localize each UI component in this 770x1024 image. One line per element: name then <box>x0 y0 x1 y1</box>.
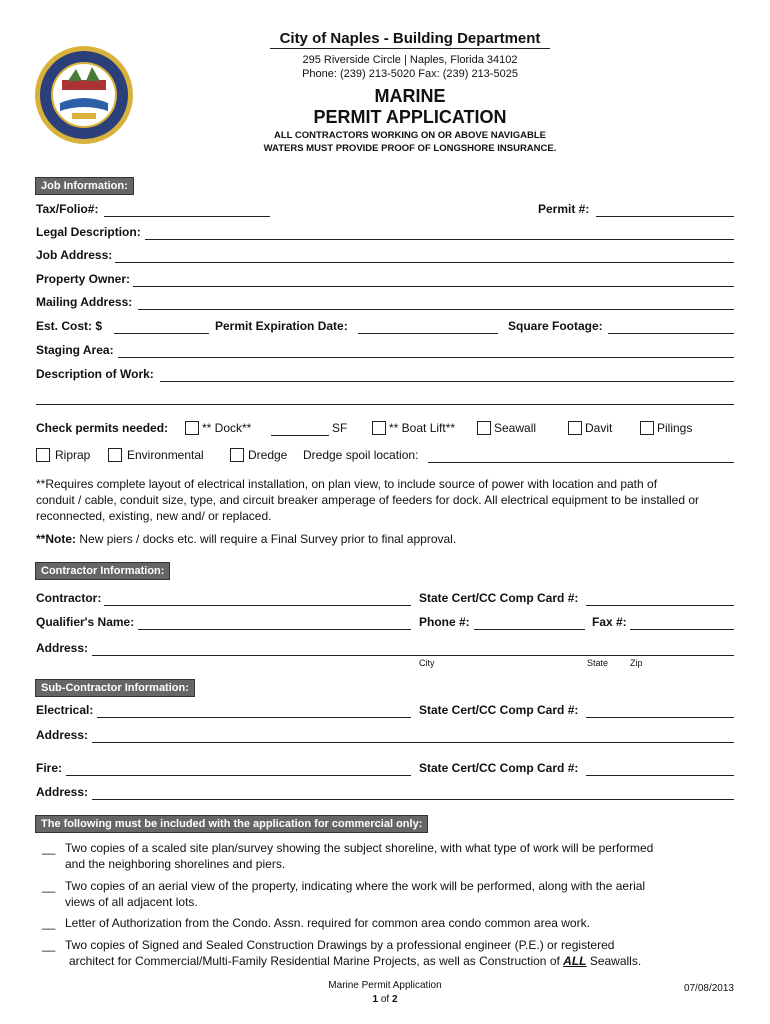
fax-field[interactable] <box>630 629 734 630</box>
riprap-checkbox[interactable] <box>36 448 50 462</box>
permit-number-field[interactable] <box>596 216 734 217</box>
davit-checkbox[interactable] <box>568 421 582 435</box>
electrical-address-field[interactable] <box>92 742 734 743</box>
commercial-item-3-blank[interactable]: __ <box>42 916 56 930</box>
description-of-work-label: Description of Work: <box>36 367 154 381</box>
dredge-checkbox[interactable] <box>230 448 244 462</box>
zip-caption: Zip <box>630 658 643 668</box>
commercial-item-4-blank[interactable]: __ <box>42 938 56 952</box>
footer-page-of: of <box>378 994 392 1005</box>
contractor-field[interactable] <box>104 605 411 606</box>
form-title-marine: MARINE <box>374 86 446 106</box>
state-caption: State <box>587 658 609 668</box>
seawall-checkbox[interactable] <box>477 421 491 435</box>
environmental-checkbox[interactable] <box>108 448 122 462</box>
tax-folio-field[interactable] <box>104 216 270 217</box>
fax-label: Fax #: <box>592 615 627 629</box>
qualifier-name-field[interactable] <box>138 629 411 630</box>
contractor-address-field[interactable] <box>92 655 734 656</box>
form-title-permit: PERMIT APPLICATION <box>313 107 507 127</box>
commercial-item-4-text: architect for Commercial/Multi-Family Residential Marine Projects, as well as Construction of <box>69 954 564 968</box>
davit-label: Davit <box>585 421 613 435</box>
tax-folio-label: Tax/Folio#: <box>36 202 99 216</box>
description-of-work-field[interactable] <box>160 381 734 382</box>
dock-checkbox[interactable] <box>185 421 199 435</box>
survey-note-label: **Note: <box>36 532 77 546</box>
commercial-item-4-line-1: Two copies of Signed and Sealed Construction Drawings by a professional engineer (P.E.) or registered <box>65 938 615 952</box>
dredge-spoil-label: Dredge spoil location: <box>303 448 419 462</box>
commercial-item-3-line-1: Letter of Authorization from the Condo. Assn. required for common area condo common area work. <box>65 916 590 930</box>
environmental-label: Environmental <box>127 448 204 462</box>
survey-note-text: New piers / docks etc. will require a Final Survey prior to final approval. <box>76 532 457 546</box>
footer-page-number <box>285 994 485 1005</box>
job-address-label: Job Address: <box>36 248 113 262</box>
legal-description-field[interactable] <box>145 239 734 240</box>
commercial-item-2-blank[interactable]: __ <box>42 879 56 893</box>
insurance-notice-2: WATERS MUST PROVIDE PROOF OF LONGSHORE INSURANCE. <box>263 143 557 154</box>
staging-area-field[interactable] <box>118 357 734 358</box>
insurance-notice-1: ALL CONTRACTORS WORKING ON OR ABOVE NAVIGABLE <box>274 130 546 141</box>
survey-note <box>36 531 456 547</box>
boat-lift-checkbox[interactable] <box>372 421 386 435</box>
commercial-item-1-line-1: Two copies of a scaled site plan/survey showing the subject shoreline, with what type of work will be performed <box>65 841 654 855</box>
commercial-item-4-seawalls: Seawalls. <box>586 954 642 968</box>
mailing-address-field[interactable] <box>138 309 734 310</box>
square-footage-label: Square Footage: <box>508 319 603 333</box>
contractor-state-cert-label: State Cert/CC Comp Card #: <box>419 591 579 605</box>
commercial-item-2-line-2: views of all adjacent lots. <box>65 895 198 909</box>
pilings-label: Pilings <box>657 421 693 435</box>
boat-lift-label: ** Boat Lift** <box>389 421 456 435</box>
fire-label: Fire: <box>36 761 63 775</box>
department-phone: Phone: (239) 213-5020 Fax: (239) 213-5025 <box>302 68 518 80</box>
seawall-label: Seawall <box>494 421 537 435</box>
legal-description-label: Legal Description: <box>36 225 141 239</box>
footer-form-name: Marine Permit Application <box>328 980 442 991</box>
mailing-address-label: Mailing Address: <box>36 295 133 309</box>
property-owner-field[interactable] <box>133 286 734 287</box>
footer-page-total: 2 <box>391 994 398 1005</box>
fire-state-cert-field[interactable] <box>586 775 734 776</box>
dredge-spoil-field[interactable] <box>428 462 734 463</box>
dock-sf-label: SF <box>332 421 348 435</box>
phone-label: Phone #: <box>419 615 470 629</box>
est-cost-label: Est. Cost: $ <box>36 319 103 333</box>
electrical-address-label: Address: <box>36 728 89 742</box>
electrical-state-cert-label: State Cert/CC Comp Card #: <box>419 703 579 717</box>
commercial-requirements-header: The following must be included with the application for commercial only: <box>35 815 428 833</box>
description-of-work-field-2[interactable] <box>36 404 734 405</box>
electrical-requirement-1: **Requires complete layout of electrical installation, on plan view, to include source of power with location and path of <box>36 477 658 491</box>
qualifier-name-label: Qualifier's Name: <box>36 615 135 629</box>
check-permits-label: Check permits needed: <box>36 421 169 435</box>
permit-number-label: Permit #: <box>538 202 590 216</box>
contractor-address-label: Address: <box>36 641 89 655</box>
property-owner-label: Property Owner: <box>36 272 131 286</box>
commercial-item-1-line-2: and the neighboring shorelines and piers. <box>65 857 286 871</box>
commercial-item-4-line-2 <box>69 953 641 969</box>
electrical-field[interactable] <box>97 717 411 718</box>
fire-address-field[interactable] <box>92 799 734 800</box>
expiration-date-label: Permit Expiration Date: <box>215 319 348 333</box>
contractor-information-header: Contractor Information: <box>35 562 170 580</box>
phone-field[interactable] <box>474 629 585 630</box>
electrical-label: Electrical: <box>36 703 94 717</box>
riprap-label: Riprap <box>55 448 91 462</box>
fire-state-cert-label: State Cert/CC Comp Card #: <box>419 761 579 775</box>
electrical-state-cert-field[interactable] <box>586 717 734 718</box>
dock-label: ** Dock** <box>202 421 252 435</box>
fire-field[interactable] <box>66 775 411 776</box>
contractor-state-cert-field[interactable] <box>586 605 734 606</box>
job-information-header: Job Information: <box>35 177 134 195</box>
city-caption: City <box>419 658 435 668</box>
city-seal <box>34 45 134 145</box>
department-name: City of Naples - Building Department <box>270 30 550 49</box>
job-address-field[interactable] <box>115 262 734 263</box>
commercial-item-2-line-1: Two copies of an aerial view of the property, indicating where the work will be performed, along with the aerial <box>65 879 646 893</box>
staging-area-label: Staging Area: <box>36 343 114 357</box>
footer-date: 07/08/2013 <box>683 983 734 994</box>
fire-address-label: Address: <box>36 785 89 799</box>
expiration-date-field[interactable] <box>358 333 498 334</box>
electrical-requirement-3: reconnected, existing, new and/ or replaced. <box>36 509 272 523</box>
contractor-label: Contractor: <box>36 591 102 605</box>
commercial-item-4-all: ALL <box>563 954 587 968</box>
square-footage-field[interactable] <box>608 333 734 334</box>
city-seal-graphic <box>34 45 134 145</box>
footer-page-current: 1 <box>372 994 379 1005</box>
department-address: 295 Riverside Circle | Naples, Florida 34102 <box>302 54 518 66</box>
pilings-checkbox[interactable] <box>640 421 654 435</box>
dredge-label: Dredge <box>248 448 288 462</box>
electrical-requirement-2: conduit / cable, conduit size, type, and circuit breaker amperage of feeders for dock. All electrical equipment to be installed or <box>36 493 700 507</box>
est-cost-field[interactable] <box>114 333 209 334</box>
sub-contractor-information-header: Sub-Contractor Information: <box>35 679 195 697</box>
commercial-item-1-blank[interactable]: __ <box>42 841 56 855</box>
dock-sf-field[interactable] <box>271 435 329 436</box>
